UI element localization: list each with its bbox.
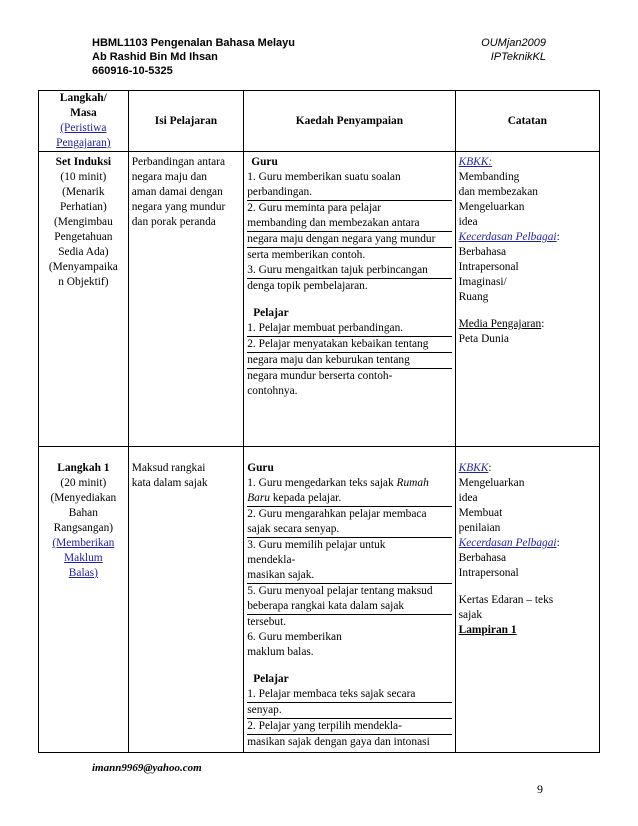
step-line: (10 minit) (60, 171, 107, 183)
method-cell (244, 152, 455, 447)
step-cell (39, 447, 129, 753)
header-event-link[interactable]: Pengajaran) (56, 137, 111, 149)
media-line (459, 317, 596, 332)
method-line: negara maju dan keburukan tentang (247, 353, 451, 369)
table-header-row (39, 91, 600, 152)
content-line: negara maju dan (131, 171, 207, 183)
kp-colon: : (556, 231, 560, 243)
step-line: (Mengimbau (53, 216, 113, 228)
method-line: denga topik pembelajaran. (247, 280, 368, 292)
method-line: sajak secara senyap. (247, 522, 451, 538)
method-line: 3. Guru memilih pelajar untuk (247, 539, 386, 551)
course-title: HBML1103 Pengenalan Bahasa Melayu (92, 37, 295, 49)
kbkk-line (459, 461, 596, 476)
content-line: Perbandingan antara (131, 156, 226, 168)
method-line: 1. Pelajar membaca teks sajak secara (247, 687, 451, 703)
method-line: beberapa rangkai kata dalam sajak (247, 599, 451, 615)
method-text: 1. Guru mengedarkan teks sajak (247, 477, 397, 489)
method-line: contohnya. (247, 385, 298, 397)
notes-line: idea (458, 216, 478, 228)
media-label: Media Pengajaran (458, 318, 542, 330)
notes-line: Mengeluarkan (458, 201, 525, 213)
media-colon: : (541, 318, 545, 330)
teacher-heading: Guru (251, 156, 278, 168)
method-line: 2. Pelajar yang terpilih mendekla- (247, 719, 451, 735)
header-step-label: Langkah/ (59, 92, 107, 104)
notes-line: Ruang (458, 291, 489, 303)
notes-line: dan membezakan (458, 186, 539, 198)
kbkk-link[interactable]: KBKK: (458, 156, 493, 168)
content-line: kata dalam sajak (131, 477, 208, 489)
method-line: 1. Pelajar membuat perbandingan. (247, 321, 451, 337)
learning-center: IPTeknikKL (490, 51, 546, 63)
spacer (247, 660, 451, 672)
content-cell (128, 152, 244, 447)
notes-line: penilaian (458, 522, 501, 534)
student-heading: Pelajar (253, 307, 289, 319)
method-line: perbandingan. (247, 185, 451, 201)
content-line: negara yang mundur (131, 201, 226, 213)
header-step-time (39, 91, 129, 152)
method-line: membanding dan membezakan antara (247, 216, 451, 232)
document-header-right (481, 36, 546, 64)
media-value: Peta Dunia (458, 333, 509, 345)
method-line: 3. Guru mengaitkan tajuk perbincangan (247, 263, 451, 279)
notes-line: Intrapersonal (458, 261, 519, 273)
method-line: 2. Guru mengarahkan pelajar membaca (247, 508, 427, 520)
spacer (459, 305, 596, 317)
notes-line: Mengeluarkan (458, 477, 525, 489)
step-line: Pengetahuan (54, 231, 113, 243)
notes-line: Imaginasi/ (458, 276, 507, 288)
poem-title: Baru (247, 492, 271, 504)
step-line: Rangsangan) (53, 522, 114, 534)
method-text: kepada pelajar. (270, 492, 342, 504)
table-row (39, 447, 600, 753)
method-line: maklum balas. (247, 646, 314, 658)
method-line (247, 491, 451, 507)
attachment-label: Lampiran 1 (458, 624, 517, 636)
notes-line: Berbahasa (458, 552, 507, 564)
method-line: serta memberikan contoh. (247, 249, 366, 261)
feedback-link[interactable]: (Memberikan (52, 537, 115, 549)
teacher-heading: Guru (247, 462, 274, 474)
step-line: (20 minit) (60, 477, 107, 489)
method-line: masikan sajak. (247, 568, 451, 584)
header-notes: Catatan (455, 91, 599, 152)
kbkk-link[interactable]: KBKK (458, 462, 489, 474)
header-time-label: Masa (70, 107, 97, 119)
poem-title: Rumah (396, 477, 429, 489)
method-line: tersebut. (247, 616, 287, 628)
header-content: Isi Pelajaran (128, 91, 244, 152)
step-line: Perhatian) (59, 201, 107, 213)
method-line: 1. Guru memberikan suatu soalan (247, 171, 401, 183)
method-line: masikan sajak dengan gaya dan intonasi (247, 736, 430, 748)
method-line: negara maju dengan negara yang mundur (247, 232, 451, 248)
content-line: aman damai dengan (131, 186, 223, 198)
method-line (247, 476, 451, 491)
method-line: 5. Guru menyoal pelajar tentang maksud (247, 585, 433, 597)
kbkk-colon: : (488, 462, 492, 474)
kp-line (459, 536, 596, 551)
header-method: Kaedah Penyampaian (244, 91, 455, 152)
notes-line: Intrapersonal (458, 567, 519, 579)
author-id: 660916-10-5325 (92, 65, 173, 77)
method-line: 2. Pelajar menyatakan kebaikan tentang (247, 337, 451, 353)
feedback-link[interactable]: Balas) (68, 567, 98, 579)
content-cell (128, 447, 244, 753)
kp-line (459, 230, 596, 245)
document-header-left (92, 36, 295, 78)
notes-line: Berbahasa (458, 246, 507, 258)
author-name: Ab Rashid Bin Md Ihsan (92, 51, 218, 63)
notes-cell (455, 447, 599, 753)
kecerdasan-pelbagai-link[interactable]: Kecerdasan Pelbagai (458, 231, 557, 243)
page-number: 9 (537, 782, 543, 796)
step-line: Bahan (68, 507, 98, 519)
method-line: mendekla- (247, 554, 296, 566)
notes-line: idea (458, 492, 478, 504)
header-event-link[interactable]: (Peristiwa (60, 122, 107, 134)
lesson-plan-table (38, 90, 600, 753)
feedback-link[interactable]: Maklum (64, 552, 103, 564)
step-cell (39, 152, 129, 447)
kp-colon: : (556, 537, 560, 549)
method-line: 2. Guru meminta para pelajar (247, 202, 382, 214)
step-line: Sedia Ada) (58, 246, 109, 258)
step-line: (Menyediakan (50, 492, 117, 504)
method-cell (244, 447, 455, 753)
step-line: n Objektif) (58, 276, 109, 288)
step-title: Langkah 1 (57, 462, 110, 474)
notes-line: sajak (458, 609, 483, 621)
table-row (39, 152, 600, 447)
content-line: dan porak peranda (131, 216, 216, 228)
step-line: (Menarik (62, 186, 105, 198)
spacer (459, 581, 596, 593)
content-line: Maksud rangkai (131, 462, 206, 474)
notes-cell (455, 152, 599, 447)
student-heading: Pelajar (253, 673, 289, 685)
notes-line: Membanding (458, 171, 520, 183)
footer-email: imann9969@yahoo.com (92, 762, 202, 774)
method-line: negara mundur berserta contoh- (247, 370, 393, 382)
session-code: OUMjan2009 (481, 37, 546, 49)
step-title: Set Induksi (55, 156, 112, 168)
spacer (247, 294, 451, 306)
kecerdasan-pelbagai-link[interactable]: Kecerdasan Pelbagai (458, 537, 557, 549)
notes-line: Membuat (458, 507, 503, 519)
step-line: (Menyampaika (48, 261, 118, 273)
method-line: 6. Guru memberikan (247, 631, 342, 643)
method-line: senyap. (247, 703, 451, 719)
notes-line: Kertas Edaran – teks (458, 594, 554, 606)
